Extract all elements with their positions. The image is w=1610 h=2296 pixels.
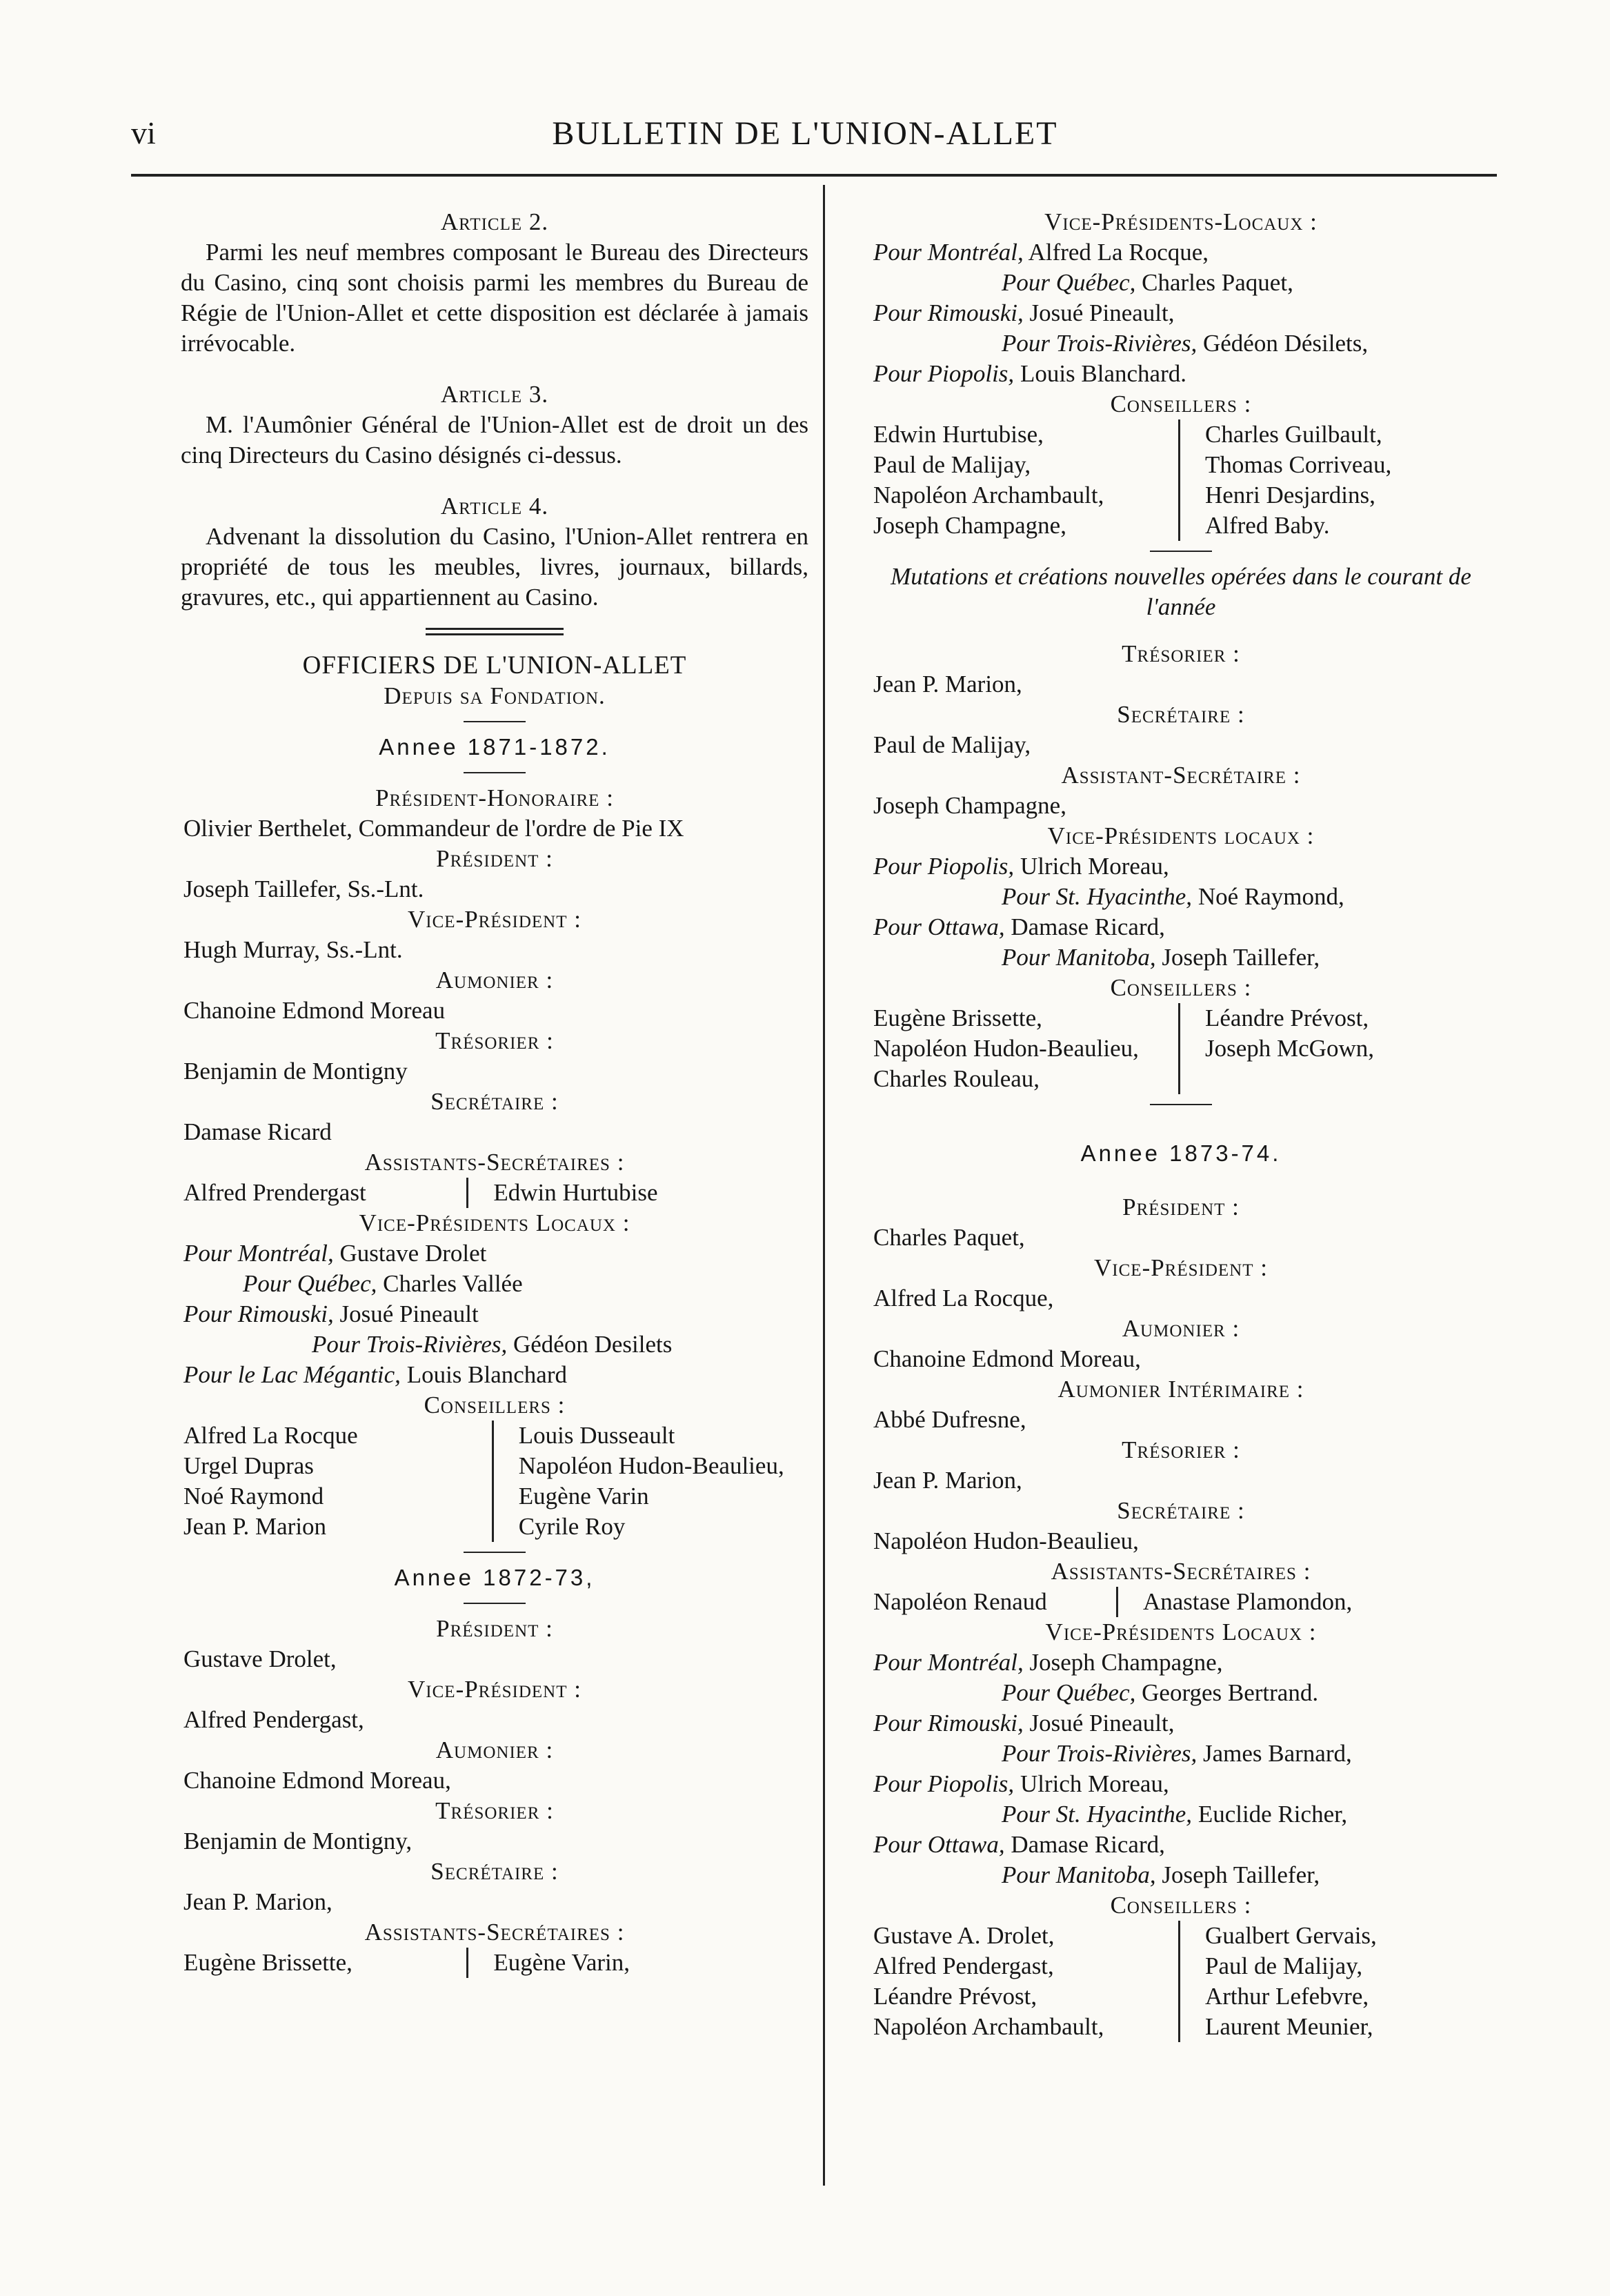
- left-column: [181, 207, 808, 1978]
- header-rule: [131, 174, 1497, 177]
- local-vp-place: Pour Québec,: [1002, 1679, 1136, 1706]
- councillor: Eugène Varin: [518, 1483, 649, 1510]
- councillor: Laurent Meunier,: [1205, 2013, 1373, 2040]
- chaplain-label: Aumonier :: [435, 1736, 554, 1763]
- local-vp-row: [871, 912, 1491, 942]
- assistant-secretaries: [181, 1948, 808, 1978]
- vice-president: Alfred La Rocque,: [873, 1285, 1054, 1312]
- assistant-secretaries-label: Assistants-Secrétaires :: [364, 1149, 625, 1176]
- local-vp-place: Pour Ottawa,: [873, 913, 1005, 940]
- interim-chaplain: Abbé Dufresne,: [873, 1406, 1026, 1433]
- local-vp-row: [871, 1647, 1491, 1678]
- vice-president-label: Vice-Président :: [408, 1676, 582, 1703]
- local-vp-name: Gédéon Désilets,: [1197, 330, 1369, 357]
- councillors-col-a: [871, 1003, 1180, 1094]
- councillor: Thomas Corriveau,: [1205, 451, 1392, 478]
- councillors-col-b: [1180, 1003, 1374, 1094]
- short-rule: [464, 721, 526, 722]
- local-vp-place: Pour St. Hyacinthe,: [1002, 883, 1193, 910]
- secretary-label: Secrétaire :: [1117, 1497, 1245, 1524]
- councillors: [181, 1421, 808, 1542]
- right-column: [871, 207, 1491, 2042]
- local-vp-name: Alfred La Rocque,: [1023, 239, 1209, 266]
- councillors-col-b: [494, 1421, 784, 1542]
- local-vp-name: Louis Blanchard: [400, 1361, 567, 1388]
- assistant-secretary: Edwin Hurtubise: [466, 1178, 657, 1208]
- local-vp-name: Damase Ricard,: [1004, 1831, 1165, 1858]
- chaplain: Chanoine Edmond Moreau,: [873, 1345, 1141, 1372]
- local-vp-place: Pour Trois-Rivières,: [312, 1331, 508, 1358]
- treasurer: Jean P. Marion,: [873, 671, 1022, 697]
- councillors-col-a: [871, 419, 1180, 541]
- president: Gustave Drolet,: [183, 1645, 337, 1672]
- assistant-secretaries: [871, 1587, 1491, 1617]
- councillors-label: Conseillers :: [424, 1392, 566, 1418]
- local-vp-name: Damase Ricard,: [1004, 913, 1165, 940]
- local-vp-place: Pour Piopolis,: [873, 360, 1015, 387]
- local-vice-presidents-label: Vice-Présidents locaux :: [1047, 822, 1315, 849]
- local-vp-row: [871, 882, 1491, 912]
- article-4-title: Article 4.: [440, 493, 549, 519]
- local-vp-row: [871, 1739, 1491, 1769]
- local-vp-place: Pour Rimouski,: [873, 299, 1024, 326]
- secretary: Napoléon Hudon-Beaulieu,: [873, 1527, 1139, 1554]
- councillor: Léandre Prévost,: [1205, 1004, 1369, 1031]
- councillor: Paul de Malijay,: [1205, 1952, 1363, 1979]
- chaplain: Chanoine Edmond Moreau,: [183, 1767, 451, 1794]
- local-vp-name: Joseph Taillefer,: [1155, 944, 1320, 971]
- local-vp-place: Pour Manitoba,: [1002, 1861, 1156, 1888]
- assistant-secretaries-label: Assistants-Secrétaires :: [364, 1919, 625, 1946]
- short-rule: [464, 1552, 526, 1553]
- local-vp-row: [871, 1769, 1491, 1799]
- local-vp-row: [871, 1799, 1491, 1830]
- councillors-label: Conseillers :: [1110, 1892, 1252, 1919]
- page-number: vi: [131, 115, 156, 150]
- councillor: Joseph McGown,: [1205, 1035, 1374, 1062]
- councillor: Paul de Malijay,: [873, 451, 1031, 478]
- councillors-label: Conseillers :: [1110, 390, 1252, 417]
- honorary-president: Olivier Berthelet, Commandeur de l'ordre de Pie IX: [183, 815, 684, 842]
- councillor: Napoléon Hudon-Beaulieu,: [873, 1035, 1139, 1062]
- assistant-secretaries-label: Assistants-Secrétaires :: [1051, 1558, 1311, 1585]
- local-vp-name: Joseph Champagne,: [1023, 1649, 1223, 1676]
- local-vp-place: Pour Montréal,: [183, 1240, 334, 1267]
- secretary: Paul de Malijay,: [873, 731, 1031, 758]
- councillor: Napoléon Archambault,: [873, 482, 1104, 508]
- assistant-secretaries: [181, 1178, 808, 1208]
- councillor: Eugène Brissette,: [873, 1004, 1042, 1031]
- article-2-text: Parmi les neuf membres composant le Bureau des Directeurs du Casino, cinq sont choisis parmi les membres du Bureau de Régie de l'Union-Allet et cette disposition est déclarée à jamais irrévocable.: [181, 239, 808, 357]
- article-3-text: M. l'Aumônier Général de l'Union-Allet est de droit un des cinq Directeurs du Casino désignés ci-dessus.: [181, 411, 808, 468]
- assistant-secretary-label: Assistant-Secrétaire :: [1061, 762, 1301, 789]
- councillor: Arthur Lefebvre,: [1205, 1983, 1369, 2010]
- president-label: Président :: [436, 845, 553, 872]
- local-vp-row: [181, 1269, 808, 1299]
- local-vp-name: Noé Raymond,: [1192, 883, 1344, 910]
- local-vp-place: Pour Ottawa,: [873, 1831, 1005, 1858]
- local-vp-place: Pour Québec,: [243, 1270, 377, 1297]
- secretary-label: Secrétaire :: [1117, 701, 1245, 728]
- local-vp-row: [181, 1360, 808, 1390]
- councillor: Alfred La Rocque: [183, 1422, 358, 1449]
- local-vp-place: Pour Manitoba,: [1002, 944, 1156, 971]
- councillors: [871, 1003, 1491, 1094]
- president-label: Président :: [436, 1615, 553, 1642]
- article-3-title: Article 3.: [440, 381, 549, 408]
- local-vp-row: [871, 237, 1491, 268]
- local-vp-name: Gédéon Desilets: [507, 1331, 673, 1358]
- chaplain-label: Aumonier :: [435, 967, 554, 993]
- councillor: Henri Desjardins,: [1205, 482, 1375, 508]
- assistant-secretary: Eugène Brissette,: [183, 1949, 352, 1976]
- officers-subtitle: Depuis sa Fondation.: [384, 682, 606, 709]
- treasurer: Benjamin de Montigny: [183, 1058, 408, 1085]
- councillor: Noé Raymond: [183, 1483, 324, 1510]
- councillors-col-b: [1180, 419, 1391, 541]
- local-vice-presidents-label: Vice-Présidents Locaux :: [359, 1209, 630, 1236]
- officers-title: OFFICIERS DE L'UNION-ALLET: [302, 651, 687, 680]
- vice-president-label: Vice-Président :: [1094, 1254, 1268, 1281]
- local-vp-place: Pour Trois-Rivières,: [1002, 330, 1197, 357]
- councillor: Urgel Dupras: [183, 1452, 314, 1479]
- running-title: BULLETIN DE L'UNION-ALLET: [552, 115, 1058, 152]
- mutations-title: Mutations et créations nouvelles opérées dans le courant de l'année: [891, 563, 1471, 620]
- councillors-label: Conseillers :: [1110, 974, 1252, 1001]
- chaplain-label: Aumonier :: [1122, 1315, 1240, 1342]
- local-vp-name: James Barnard,: [1197, 1740, 1352, 1767]
- local-vp-row: [871, 328, 1491, 359]
- councillor: Joseph Champagne,: [873, 512, 1066, 539]
- local-vp-name: Charles Vallée: [377, 1270, 523, 1297]
- councillor: Louis Dusseault: [518, 1422, 675, 1449]
- councillor: Charles Guilbault,: [1205, 421, 1382, 448]
- column-divider: [823, 185, 825, 2186]
- local-vp-row: [871, 359, 1491, 389]
- article-4-text: Advenant la dissolution du Casino, l'Union-Allet rentrera en propriété de tous les meubles, livres, journaux, billards, gravures, etc., qui appartiennent au Casino.: [181, 523, 808, 611]
- assistant-secretary: Joseph Champagne,: [873, 792, 1066, 819]
- councillor: Jean P. Marion: [183, 1513, 327, 1540]
- local-vp-place: Pour Québec,: [1002, 269, 1136, 296]
- chaplain: Chanoine Edmond Moreau: [183, 997, 446, 1024]
- councillor: Napoléon Hudon-Beaulieu,: [518, 1452, 784, 1479]
- assistant-secretary: Napoléon Renaud: [873, 1588, 1047, 1615]
- short-rule: [464, 1603, 526, 1604]
- local-vice-presidents-label: Vice-Présidents-Locaux :: [1044, 208, 1318, 235]
- local-vp-name: Josué Pineault,: [1023, 299, 1175, 326]
- secretary-label: Secrétaire :: [430, 1088, 559, 1115]
- secretary: Damase Ricard: [183, 1118, 332, 1145]
- article-2-title: Article 2.: [440, 208, 549, 235]
- local-vp-name: Charles Paquet,: [1135, 269, 1293, 296]
- treasurer-label: Trésorier :: [1122, 1436, 1240, 1463]
- vice-president-label: Vice-Président :: [408, 906, 582, 933]
- councillor: Gustave A. Drolet,: [873, 1922, 1055, 1949]
- secretary: Jean P. Marion,: [183, 1888, 332, 1915]
- president-label: Président :: [1122, 1194, 1240, 1220]
- councillor: Cyrile Roy: [518, 1513, 626, 1540]
- local-vp-row: [871, 1678, 1491, 1708]
- local-vp-name: Euclide Richer,: [1192, 1801, 1348, 1828]
- councillor: Edwin Hurtubise,: [873, 421, 1044, 448]
- vice-president: Hugh Murray, Ss.-Lnt.: [183, 936, 403, 963]
- local-vp-row: [871, 1708, 1491, 1739]
- treasurer-label: Trésorier :: [435, 1027, 554, 1054]
- year-1871-title: Annee 1871-1872.: [379, 734, 610, 760]
- double-rule: [426, 628, 564, 635]
- local-vp-name: Josué Pineault: [333, 1300, 479, 1327]
- treasurer-label: Trésorier :: [1122, 640, 1240, 667]
- assistant-secretary: Alfred Prendergast: [183, 1179, 366, 1206]
- councillor: Napoléon Archambault,: [873, 2013, 1104, 2040]
- short-rule: [1150, 1104, 1212, 1105]
- councillor: Alfred Pendergast,: [873, 1952, 1054, 1979]
- local-vp-name: Gustave Drolet: [333, 1240, 487, 1267]
- treasurer-label: Trésorier :: [435, 1797, 554, 1824]
- local-vp-row: [871, 1860, 1491, 1890]
- councillors-col-a: [871, 1921, 1180, 2042]
- local-vp-place: Pour le Lac Mégantic,: [183, 1361, 401, 1388]
- local-vp-name: Ulrich Moreau,: [1014, 853, 1169, 880]
- year-1873-title: Annee 1873-74.: [1080, 1140, 1282, 1166]
- local-vp-place: Pour St. Hyacinthe,: [1002, 1801, 1193, 1828]
- local-vp-place: Pour Piopolis,: [873, 1770, 1015, 1797]
- local-vice-presidents-label: Vice-Présidents Locaux :: [1045, 1619, 1317, 1645]
- assistant-secretary: Eugène Varin,: [466, 1948, 630, 1978]
- local-vp-name: Louis Blanchard.: [1014, 360, 1186, 387]
- president: Joseph Taillefer, Ss.-Lnt.: [183, 875, 424, 902]
- local-vp-name: Josué Pineault,: [1023, 1710, 1175, 1736]
- president: Charles Paquet,: [873, 1224, 1025, 1251]
- interim-chaplain-label: Aumonier Intérimaire :: [1057, 1376, 1304, 1403]
- local-vp-place: Pour Rimouski,: [183, 1300, 334, 1327]
- local-vp-place: Pour Trois-Rivières,: [1002, 1740, 1197, 1767]
- honorary-president-label: Président-Honoraire :: [375, 784, 614, 811]
- secretary-label: Secrétaire :: [430, 1858, 559, 1885]
- councillors-col-b: [1180, 1921, 1377, 2042]
- short-rule: [464, 772, 526, 773]
- councillors: [871, 419, 1491, 541]
- local-vp-row: [181, 1299, 808, 1329]
- local-vp-place: Pour Montréal,: [873, 239, 1024, 266]
- local-vp-row: [871, 1830, 1491, 1860]
- local-vp-place: Pour Rimouski,: [873, 1710, 1024, 1736]
- local-vp-place: Pour Montréal,: [873, 1649, 1024, 1676]
- councillors-col-a: [181, 1421, 494, 1542]
- local-vp-row: [181, 1329, 808, 1360]
- short-rule: [1150, 551, 1212, 552]
- treasurer: Benjamin de Montigny,: [183, 1828, 413, 1854]
- year-1872-title: Annee 1872-73,: [394, 1565, 595, 1590]
- assistant-secretary: Anastase Plamondon,: [1116, 1587, 1352, 1617]
- local-vp-name: Joseph Taillefer,: [1155, 1861, 1320, 1888]
- councillor: Gualbert Gervais,: [1205, 1922, 1377, 1949]
- councillor: Charles Rouleau,: [873, 1065, 1040, 1092]
- local-vp-row: [181, 1238, 808, 1269]
- councillor: Alfred Baby.: [1205, 512, 1330, 539]
- councillor: Léandre Prévost,: [873, 1983, 1037, 2010]
- treasurer: Jean P. Marion,: [873, 1467, 1022, 1494]
- local-vp-name: Ulrich Moreau,: [1014, 1770, 1169, 1797]
- vice-president: Alfred Pendergast,: [183, 1706, 364, 1733]
- local-vp-name: Georges Bertrand.: [1135, 1679, 1319, 1706]
- councillors: [871, 1921, 1491, 2042]
- local-vp-row: [871, 298, 1491, 328]
- local-vp-row: [871, 268, 1491, 298]
- local-vp-row: [871, 851, 1491, 882]
- local-vp-place: Pour Piopolis,: [873, 853, 1015, 880]
- local-vp-row: [871, 942, 1491, 973]
